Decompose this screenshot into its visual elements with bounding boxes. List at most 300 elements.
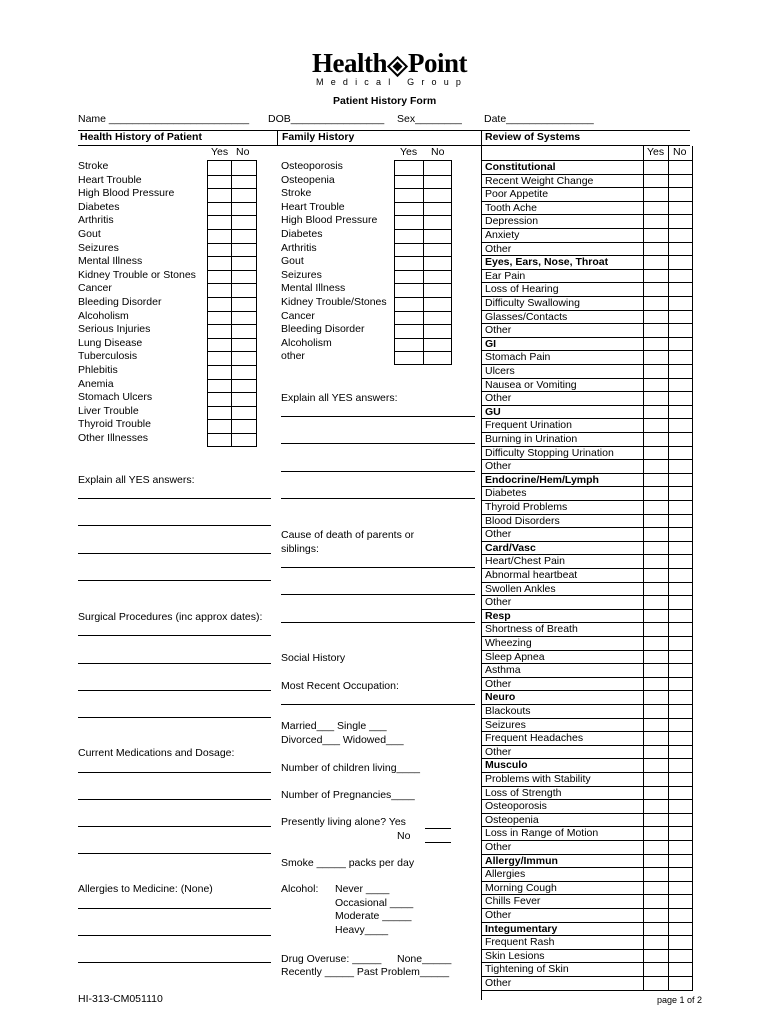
review-grid-col-line xyxy=(692,596,693,610)
review-no-checkbox[interactable] xyxy=(669,419,692,433)
header-rule-bottom xyxy=(78,145,690,146)
review-yes-checkbox[interactable] xyxy=(644,406,668,420)
review-symptom-row[interactable] xyxy=(482,949,693,963)
review-no-checkbox[interactable] xyxy=(669,379,692,393)
review-yes-checkbox[interactable] xyxy=(644,963,668,977)
form-title: Patient History Form xyxy=(333,95,437,107)
review-symptom-label: Tightening of Skin xyxy=(485,963,569,976)
review-symptom-row[interactable] xyxy=(482,622,693,636)
review-symptom-row[interactable] xyxy=(482,432,693,446)
grid-row-line xyxy=(208,229,256,230)
review-yes-checkbox[interactable] xyxy=(644,787,668,801)
review-yes-checkbox[interactable] xyxy=(644,311,668,325)
grid-row-line xyxy=(208,338,256,339)
review-yes-checkbox[interactable] xyxy=(644,691,668,705)
review-symptom-label: Thyroid Problems xyxy=(485,501,568,513)
review-yes-checkbox[interactable] xyxy=(644,719,668,733)
review-no-checkbox[interactable] xyxy=(669,283,692,297)
review-yes-checkbox[interactable] xyxy=(644,583,668,597)
review-symptom-label: Other xyxy=(485,460,512,473)
review-yes-checkbox[interactable] xyxy=(644,909,668,923)
review-yes-checkbox[interactable] xyxy=(644,283,668,297)
review-no-checkbox[interactable] xyxy=(669,814,692,828)
surgical-procedures-label: Surgical Procedures (inc approx dates): xyxy=(78,611,263,623)
review-symptom-row[interactable] xyxy=(482,269,693,283)
family-condition-item: Heart Trouble xyxy=(281,200,345,213)
review-symptom-row[interactable] xyxy=(482,772,693,786)
review-yes-checkbox[interactable] xyxy=(644,515,668,529)
review-yes-checkbox[interactable] xyxy=(644,542,668,556)
review-no-checkbox[interactable] xyxy=(669,501,692,515)
review-yes-checkbox[interactable] xyxy=(644,895,668,909)
review-symptom-row[interactable] xyxy=(482,799,693,813)
review-no-checkbox[interactable] xyxy=(669,705,692,719)
grid-col-line xyxy=(231,161,232,446)
review-no-checkbox[interactable] xyxy=(669,963,692,977)
patient-condition-item: Serious Injuries xyxy=(78,323,151,336)
review-symptom-row[interactable] xyxy=(482,731,693,745)
review-no-checkbox[interactable] xyxy=(669,909,692,923)
date-field[interactable]: Date_______________ xyxy=(484,113,594,125)
review-grid-col-line xyxy=(692,950,693,964)
review-no-checkbox[interactable] xyxy=(669,324,692,338)
review-symptom-row[interactable] xyxy=(482,174,693,188)
review-grid-col-line xyxy=(692,379,693,393)
review-no-checkbox[interactable] xyxy=(669,256,692,270)
review-yes-checkbox[interactable] xyxy=(644,923,668,937)
review-no-checkbox[interactable] xyxy=(669,175,692,189)
review-section-header xyxy=(482,758,693,772)
review-yes-checkbox[interactable] xyxy=(644,555,668,569)
grid-row-line xyxy=(208,188,256,189)
drug-overuse-field[interactable]: Drug Overuse: _____ xyxy=(281,953,382,965)
surgical-line-4[interactable] xyxy=(78,717,271,718)
dob-field[interactable]: DOB________________ xyxy=(268,113,385,125)
family-condition-item: Seizures xyxy=(281,268,322,281)
pregnancies-field[interactable]: Number of Pregnancies____ xyxy=(281,789,415,801)
review-symptom-label: Osteoporosis xyxy=(485,800,547,813)
review-yes-checkbox[interactable] xyxy=(644,664,668,678)
logo xyxy=(312,48,467,79)
review-no-checkbox[interactable] xyxy=(669,827,692,841)
review-symptom-label: Blood Disorders xyxy=(485,514,560,527)
review-yes-checkbox[interactable] xyxy=(644,827,668,841)
review-no-checkbox[interactable] xyxy=(669,188,692,202)
review-section-label: GI xyxy=(485,337,497,350)
review-grid-col-line xyxy=(692,460,693,474)
review-no-checkbox[interactable] xyxy=(669,460,692,474)
review-yes-checkbox[interactable] xyxy=(644,977,668,991)
review-no-checkbox[interactable] xyxy=(669,297,692,311)
review-symptom-row[interactable] xyxy=(482,418,693,432)
review-yes-checkbox[interactable] xyxy=(644,256,668,270)
review-yes-checkbox[interactable] xyxy=(644,800,668,814)
review-no-checkbox[interactable] xyxy=(669,202,692,216)
review-symptom-row[interactable] xyxy=(482,527,693,541)
cause-of-death-line-2[interactable] xyxy=(281,594,475,595)
review-yes-checkbox[interactable] xyxy=(644,474,668,488)
review-grid-col-line xyxy=(692,215,693,229)
review-yes-checkbox[interactable] xyxy=(644,447,668,461)
review-no-checkbox[interactable] xyxy=(669,311,692,325)
medications-line-3[interactable] xyxy=(78,826,271,827)
cause-of-death-line-3[interactable] xyxy=(281,622,475,623)
review-yes-checkbox[interactable] xyxy=(644,814,668,828)
review-yes-checkbox[interactable] xyxy=(644,392,668,406)
review-no-checkbox[interactable] xyxy=(669,243,692,257)
review-grid-col-line xyxy=(692,474,693,488)
review-yes-checkbox[interactable] xyxy=(644,936,668,950)
family-checkbox-grid[interactable] xyxy=(394,160,452,365)
review-no-checkbox[interactable] xyxy=(669,773,692,787)
review-no-checkbox[interactable] xyxy=(669,433,692,447)
review-symptom-row[interactable] xyxy=(482,677,693,691)
family-condition-item: Gout xyxy=(281,255,304,268)
review-symptom-row[interactable] xyxy=(482,663,693,677)
drug-recently-field[interactable]: Recently _____ Past Problem_____ xyxy=(281,966,450,978)
review-symptom-row[interactable] xyxy=(482,826,693,840)
review-symptom-row[interactable] xyxy=(482,718,693,732)
patient-history-list xyxy=(78,160,196,445)
review-yes-checkbox[interactable] xyxy=(644,637,668,651)
review-yes-checkbox[interactable] xyxy=(644,596,668,610)
review-yes-checkbox[interactable] xyxy=(644,351,668,365)
review-grid-col-line xyxy=(692,175,693,189)
cause-of-death-line-1[interactable] xyxy=(281,567,475,568)
review-no-checkbox[interactable] xyxy=(669,841,692,855)
review-yes-checkbox[interactable] xyxy=(644,569,668,583)
patient-condition-item: Tuberculosis xyxy=(78,350,138,363)
review-symptom-row[interactable] xyxy=(482,350,693,364)
review-no-checkbox[interactable] xyxy=(669,691,692,705)
surgical-line-3[interactable] xyxy=(78,690,271,691)
review-section-label: Integumentary xyxy=(485,922,558,935)
review-no-checkbox[interactable] xyxy=(669,487,692,501)
review-no-checkbox[interactable] xyxy=(669,882,692,896)
family-explain-line-1[interactable] xyxy=(281,416,475,417)
review-symptom-row[interactable] xyxy=(482,894,693,908)
review-section-header xyxy=(482,690,693,704)
allergies-line-1[interactable] xyxy=(78,908,271,909)
review-symptom-row[interactable] xyxy=(482,786,693,800)
review-yes-checkbox[interactable] xyxy=(644,161,668,175)
review-section-label: Neuro xyxy=(485,691,516,704)
review-yes-checkbox[interactable] xyxy=(644,651,668,665)
review-yes-checkbox[interactable] xyxy=(644,623,668,637)
family-condition-item: Osteoporosis xyxy=(281,160,343,172)
review-no-checkbox[interactable] xyxy=(669,555,692,569)
review-grid-col-line xyxy=(692,419,693,433)
sex-field[interactable]: Sex________ xyxy=(397,113,462,125)
patient-explain-line-1[interactable] xyxy=(78,498,271,499)
medications-line-2[interactable] xyxy=(78,799,271,800)
review-section-header xyxy=(482,854,693,868)
review-symptom-label: Anxiety xyxy=(485,229,520,241)
review-yes-checkbox[interactable] xyxy=(644,678,668,692)
review-no-checkbox[interactable] xyxy=(669,868,692,882)
review-yes-checkbox[interactable] xyxy=(644,705,668,719)
allergies-line-2[interactable] xyxy=(78,935,271,936)
review-no-checkbox[interactable] xyxy=(669,800,692,814)
review-symptom-row[interactable] xyxy=(482,582,693,596)
review-yes-checkbox[interactable] xyxy=(644,243,668,257)
review-symptom-label: Frequent Urination xyxy=(485,419,572,432)
review-symptom-label: Heart/Chest Pain xyxy=(485,555,565,568)
grid-row-line xyxy=(208,365,256,366)
review-grid-col-line xyxy=(692,324,693,338)
review-symptom-row[interactable] xyxy=(482,310,693,324)
living-alone-yes-line[interactable] xyxy=(425,828,451,829)
review-yes-checkbox[interactable] xyxy=(644,460,668,474)
review-symptom-row[interactable] xyxy=(482,813,693,827)
review-yes-checkbox[interactable] xyxy=(644,297,668,311)
review-grid-col-line xyxy=(692,895,693,909)
review-yes-checkbox[interactable] xyxy=(644,528,668,542)
review-yes-checkbox[interactable] xyxy=(644,229,668,243)
grid-row-line xyxy=(208,351,256,352)
review-no-checkbox[interactable] xyxy=(669,637,692,651)
review-yes-checkbox[interactable] xyxy=(644,746,668,760)
review-no-checkbox[interactable] xyxy=(669,365,692,379)
review-symptom-row[interactable] xyxy=(482,908,693,922)
review-symptom-row[interactable] xyxy=(482,500,693,514)
review-symptom-row[interactable] xyxy=(482,650,693,664)
review-no-checkbox[interactable] xyxy=(669,732,692,746)
grid-row-line xyxy=(208,419,256,420)
review-symptom-row[interactable] xyxy=(482,840,693,854)
grid-row-line xyxy=(208,324,256,325)
grid-row-line xyxy=(208,379,256,380)
review-no-checkbox[interactable] xyxy=(669,923,692,937)
review-section-header xyxy=(482,405,693,419)
review-symptom-row[interactable] xyxy=(482,704,693,718)
review-symptom-row[interactable] xyxy=(482,976,693,990)
review-grid-col-line xyxy=(692,882,693,896)
review-symptom-row[interactable] xyxy=(482,935,693,949)
review-symptom-label: Other xyxy=(485,909,512,921)
medications-line-1[interactable] xyxy=(78,772,271,773)
review-grid-col-line xyxy=(692,501,693,515)
family-yes-header: Yes xyxy=(400,146,418,158)
review-symptom-row[interactable] xyxy=(482,201,693,215)
patient-explain-line-2[interactable] xyxy=(78,525,271,526)
review-symptom-row[interactable] xyxy=(482,568,693,582)
review-yes-checkbox[interactable] xyxy=(644,868,668,882)
review-symptom-label: Other xyxy=(485,324,512,337)
living-alone-no-line[interactable] xyxy=(425,842,451,843)
review-symptom-label: Glasses/Contacts xyxy=(485,310,568,323)
review-yes-checkbox[interactable] xyxy=(644,841,668,855)
review-symptom-row[interactable] xyxy=(482,514,693,528)
review-grid-col-line xyxy=(692,623,693,637)
review-no-checkbox[interactable] xyxy=(669,229,692,243)
review-grid-col-line xyxy=(692,787,693,801)
review-grid-col-line xyxy=(692,610,693,624)
family-explain-line-3[interactable] xyxy=(281,471,475,472)
review-yes-checkbox[interactable] xyxy=(644,379,668,393)
review-yes-checkbox[interactable] xyxy=(644,324,668,338)
review-no-checkbox[interactable] xyxy=(669,474,692,488)
cause-of-death-label-1: Cause of death of parents or xyxy=(281,529,415,541)
family-explain-line-2[interactable] xyxy=(281,443,475,444)
review-no-checkbox[interactable] xyxy=(669,855,692,869)
review-symptom-label: Ulcers xyxy=(485,365,515,377)
review-symptom-row[interactable] xyxy=(482,881,693,895)
review-yes-checkbox[interactable] xyxy=(644,202,668,216)
review-symptom-row[interactable] xyxy=(482,187,693,201)
review-grid-col-line xyxy=(692,188,693,202)
grid-row-line xyxy=(208,297,256,298)
surgical-line-2[interactable] xyxy=(78,663,271,664)
review-symptom-row[interactable] xyxy=(482,486,693,500)
review-no-checkbox[interactable] xyxy=(669,610,692,624)
review-no-checkbox[interactable] xyxy=(669,351,692,365)
review-symptom-label: Other xyxy=(485,677,512,690)
alcohol-label: Alcohol: xyxy=(281,883,319,895)
review-grid-col-line xyxy=(692,691,693,705)
review-no-checkbox[interactable] xyxy=(669,406,692,420)
review-symptom-row[interactable] xyxy=(482,595,693,609)
review-no-checkbox[interactable] xyxy=(669,583,692,597)
review-no-checkbox[interactable] xyxy=(669,936,692,950)
review-symptom-row[interactable] xyxy=(482,636,693,650)
review-yes-checkbox[interactable] xyxy=(644,855,668,869)
review-no-checkbox[interactable] xyxy=(669,651,692,665)
review-symptom-row[interactable] xyxy=(482,323,693,337)
review-symptom-row[interactable] xyxy=(482,554,693,568)
logo-diamond-icon xyxy=(387,56,408,77)
review-grid-col-line xyxy=(692,705,693,719)
review-symptom-label: Allergies xyxy=(485,868,526,881)
review-grid-col-line xyxy=(692,229,693,243)
review-yes-checkbox[interactable] xyxy=(644,419,668,433)
review-no-checkbox[interactable] xyxy=(669,528,692,542)
drug-none-field[interactable]: None_____ xyxy=(397,953,452,965)
review-symptom-label: Osteopenia xyxy=(485,813,539,826)
review-no-checkbox[interactable] xyxy=(669,596,692,610)
surgical-line-1[interactable] xyxy=(78,635,271,636)
review-symptom-label: Stomach Pain xyxy=(485,351,551,364)
review-yes-checkbox[interactable] xyxy=(644,773,668,787)
review-no-checkbox[interactable] xyxy=(669,569,692,583)
allergies-line-3[interactable] xyxy=(78,962,271,963)
review-no-checkbox[interactable] xyxy=(669,895,692,909)
review-no-checkbox[interactable] xyxy=(669,623,692,637)
review-grid-col-line xyxy=(692,392,693,406)
review-symptom-row[interactable] xyxy=(482,282,693,296)
review-symptom-label: Sleep Apnea xyxy=(485,650,545,663)
children-living-field[interactable]: Number of children living____ xyxy=(281,762,420,774)
review-symptom-row[interactable] xyxy=(482,378,693,392)
alcohol-options[interactable] xyxy=(335,883,413,937)
review-yes-checkbox[interactable] xyxy=(644,365,668,379)
review-yes-checkbox[interactable] xyxy=(644,732,668,746)
review-grid-col-line xyxy=(692,827,693,841)
name-field[interactable]: Name ________________________ xyxy=(78,113,250,125)
patient-explain-line-3[interactable] xyxy=(78,553,271,554)
review-symptom-label: Recent Weight Change xyxy=(485,174,594,187)
review-symptom-row[interactable] xyxy=(482,962,693,976)
patient-explain-line-4[interactable] xyxy=(78,580,271,581)
marital-status-married[interactable]: Married___ Single ___ xyxy=(281,720,387,732)
review-section-header xyxy=(482,609,693,623)
logo-health-text: Health xyxy=(312,48,387,78)
marital-status-divorced[interactable]: Divorced___ Widowed___ xyxy=(281,734,404,746)
review-no-checkbox[interactable] xyxy=(669,950,692,964)
review-no-checkbox[interactable] xyxy=(669,719,692,733)
grid-row-line xyxy=(208,256,256,257)
review-yes-checkbox[interactable] xyxy=(644,188,668,202)
review-no-checkbox[interactable] xyxy=(669,215,692,229)
family-condition-item: Osteopenia xyxy=(281,173,335,186)
review-no-checkbox[interactable] xyxy=(669,678,692,692)
review-yes-checkbox[interactable] xyxy=(644,338,668,352)
review-symptom-row[interactable] xyxy=(482,459,693,473)
patient-checkbox-grid[interactable] xyxy=(207,160,257,447)
review-yes-checkbox[interactable] xyxy=(644,175,668,189)
grid-row-line xyxy=(208,311,256,312)
review-no-checkbox[interactable] xyxy=(669,787,692,801)
review-yes-checkbox[interactable] xyxy=(644,610,668,624)
review-yes-checkbox[interactable] xyxy=(644,759,668,773)
review-no-checkbox[interactable] xyxy=(669,664,692,678)
review-symptom-row[interactable] xyxy=(482,214,693,228)
review-no-checkbox[interactable] xyxy=(669,759,692,773)
review-no-checkbox[interactable] xyxy=(669,977,692,991)
review-yes-checkbox[interactable] xyxy=(644,433,668,447)
patient-no-header: No xyxy=(236,146,250,158)
review-symptom-row[interactable] xyxy=(482,446,693,460)
review-yes-checkbox[interactable] xyxy=(644,501,668,515)
review-symptom-label: Swollen Ankles xyxy=(485,582,556,595)
living-alone-yes[interactable]: Presently living alone? Yes xyxy=(281,816,406,828)
occupation-line[interactable] xyxy=(281,704,475,705)
review-symptom-row[interactable] xyxy=(482,296,693,310)
smoke-field[interactable]: Smoke _____ packs per day xyxy=(281,857,415,869)
review-yes-checkbox[interactable] xyxy=(644,215,668,229)
patient-history-heading: Health History of Patient xyxy=(80,131,202,143)
review-no-checkbox[interactable] xyxy=(669,392,692,406)
family-explain-line-4[interactable] xyxy=(281,498,475,499)
review-symptom-row[interactable] xyxy=(482,867,693,881)
alcohol-option: Occasional ____ xyxy=(335,896,414,909)
patient-condition-item: Liver Trouble xyxy=(78,404,139,417)
review-yes-checkbox[interactable] xyxy=(644,270,668,284)
review-no-checkbox[interactable] xyxy=(669,542,692,556)
review-yes-checkbox[interactable] xyxy=(644,882,668,896)
review-symptom-row[interactable] xyxy=(482,364,693,378)
review-symptom-row[interactable] xyxy=(482,745,693,759)
grid-row-line xyxy=(208,433,256,434)
review-no-checkbox[interactable] xyxy=(669,515,692,529)
medications-line-4[interactable] xyxy=(78,853,271,854)
review-symptom-row[interactable] xyxy=(482,242,693,256)
review-no-checkbox[interactable] xyxy=(669,447,692,461)
review-grid-col-line xyxy=(692,651,693,665)
review-yes-checkbox[interactable] xyxy=(644,487,668,501)
review-symptom-row[interactable] xyxy=(482,391,693,405)
review-symptom-label: Diabetes xyxy=(485,487,527,500)
review-no-checkbox[interactable] xyxy=(669,338,692,352)
review-grid-col-line xyxy=(692,746,693,760)
review-no-checkbox[interactable] xyxy=(669,746,692,760)
review-symptom-row[interactable] xyxy=(482,228,693,242)
review-yes-checkbox[interactable] xyxy=(644,950,668,964)
alcohol-option: Never ____ xyxy=(335,883,390,895)
review-no-checkbox[interactable] xyxy=(669,161,692,175)
living-alone-no[interactable]: No xyxy=(397,830,411,842)
review-no-checkbox[interactable] xyxy=(669,270,692,284)
